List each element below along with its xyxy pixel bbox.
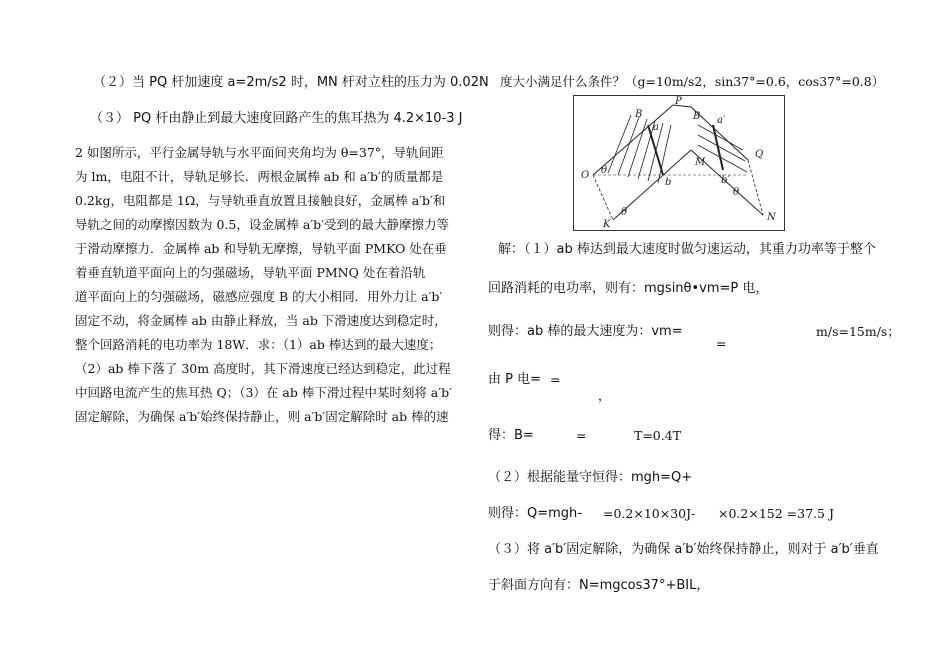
solution-vm-equals: = <box>716 336 727 351</box>
figure-label: B <box>635 109 643 120</box>
answer-part3: （３） PQ 杆由静止到最大速度回路产生的焦耳热为 4.2×10-3 J <box>90 111 463 126</box>
problem-line: 0.2kg，电阻都是 1Ω，与导轨垂直放置且接触良好，金属棒 a′b′和 <box>75 193 446 208</box>
figure-label: b′ <box>721 175 730 186</box>
figure-label: P <box>675 96 682 107</box>
problem-line: 着垂直轨道平面向上的匀强磁场，导轨平面 PMNQ 处在着沿轨 <box>75 265 426 280</box>
problem-line: 固定不动，将金属棒 ab 由静止释放，当 ab 下滑速度达到稳定时， <box>75 313 447 328</box>
figure-label: θ <box>601 165 608 176</box>
solution-part2-q-mid: =0.2×10×30J- <box>603 506 696 521</box>
solution-part3-line2: 于斜面方向有：N=mgcos37°+BIL， <box>488 578 710 593</box>
answer-part2: （２）当 PQ 杆加速度 a=2m/s2 时，MN 杆对立柱的压力为 0.02N <box>93 75 489 90</box>
problem-line: 2 如图所示，平行金属导轨与水平面间夹角均为 θ=37°，导轨间距 <box>75 145 444 160</box>
solution-part1-line1: 解：（１）ab 棒达到最大速度时做匀速运动，其重力功率等于整个 <box>498 242 876 257</box>
solution-b-equals: = <box>576 428 587 443</box>
problem-line: 中回路电流产生的焦耳热 Q；（3）在 ab 棒下滑过程中某时刻将 a′b′ <box>75 385 452 400</box>
problem-line: 道平面向上的匀强磁场，磁感应强度 B 的大小相同．用外力让 a′b′ <box>75 289 443 304</box>
solution-part2-line1: （２）根据能量守恒得：mgh=Q+ <box>488 470 693 485</box>
figure-label: b <box>665 177 672 188</box>
solution-b-value: T=0.4T <box>634 428 682 443</box>
solution-part2-q-label: 则得：Q=mgh- <box>488 506 582 521</box>
problem-line: 固定解除，为确保 a′b′始终保持静止，则 a′b′固定解除时 ab 棒的速 <box>75 409 449 424</box>
solution-b-label: 得：B= <box>488 428 534 443</box>
figure-label: N <box>767 212 776 223</box>
figure-label: B <box>693 111 701 122</box>
problem-line: 为 lm，电阻不计，导轨足够长．两根金属棒 ab 和 a′b′的质量都是 <box>75 169 444 184</box>
solution-pelec-label: 由 P 电= <box>488 372 541 387</box>
solution-part2-q-result: ×0.2×152 =37.5 J <box>718 506 834 521</box>
solution-pelec-comma: ， <box>598 388 611 403</box>
figure-label: a′ <box>717 115 726 126</box>
problem-line: 导轨之间的动摩擦因数为 0.5，设金属棒 a′b′受到的最大静摩擦力等 <box>75 217 449 232</box>
figure-label: M <box>695 157 706 168</box>
problem-line: 于滑动摩擦力．金属棒 ab 和导轨无摩擦，导轨平面 PMKO 处在垂 <box>75 241 447 256</box>
figure-label: K <box>603 219 611 230</box>
problem-line: （2）ab 棒下落了 30m 高度时，其下滑速度已经达到稳定，此过程 <box>75 361 451 376</box>
figure-label: θ <box>621 207 628 218</box>
problem-line: 整个回路消耗的电功率为 18W．求：（1）ab 棒达到的最大速度； <box>75 337 442 352</box>
figure-label: O <box>581 170 590 181</box>
figure-label: θ <box>733 187 740 198</box>
solution-vm-label: 则得：ab 棒的最大速度为：vm= <box>488 324 683 339</box>
solution-part1-line2: 回路消耗的电功率，则有：mgsinθ•vm=P 电， <box>488 281 769 296</box>
problem-continuation: 度大小满足什么条件？（g=10m/s2，sin37°=0.6，cos37°=0.8） <box>500 74 885 89</box>
solution-part3-line1: （３）将 a′b′固定解除，为确保 a′b′始终保持静止，则对于 a′b′垂直 <box>488 542 879 557</box>
figure-label: a <box>653 122 659 133</box>
rail-diagram <box>573 95 785 231</box>
solution-vm-value: m/s=15m/s； <box>816 324 900 339</box>
solution-pelec-equals: = <box>550 372 561 387</box>
rail-diagram-svg <box>573 95 785 231</box>
figure-label: Q <box>755 149 764 160</box>
